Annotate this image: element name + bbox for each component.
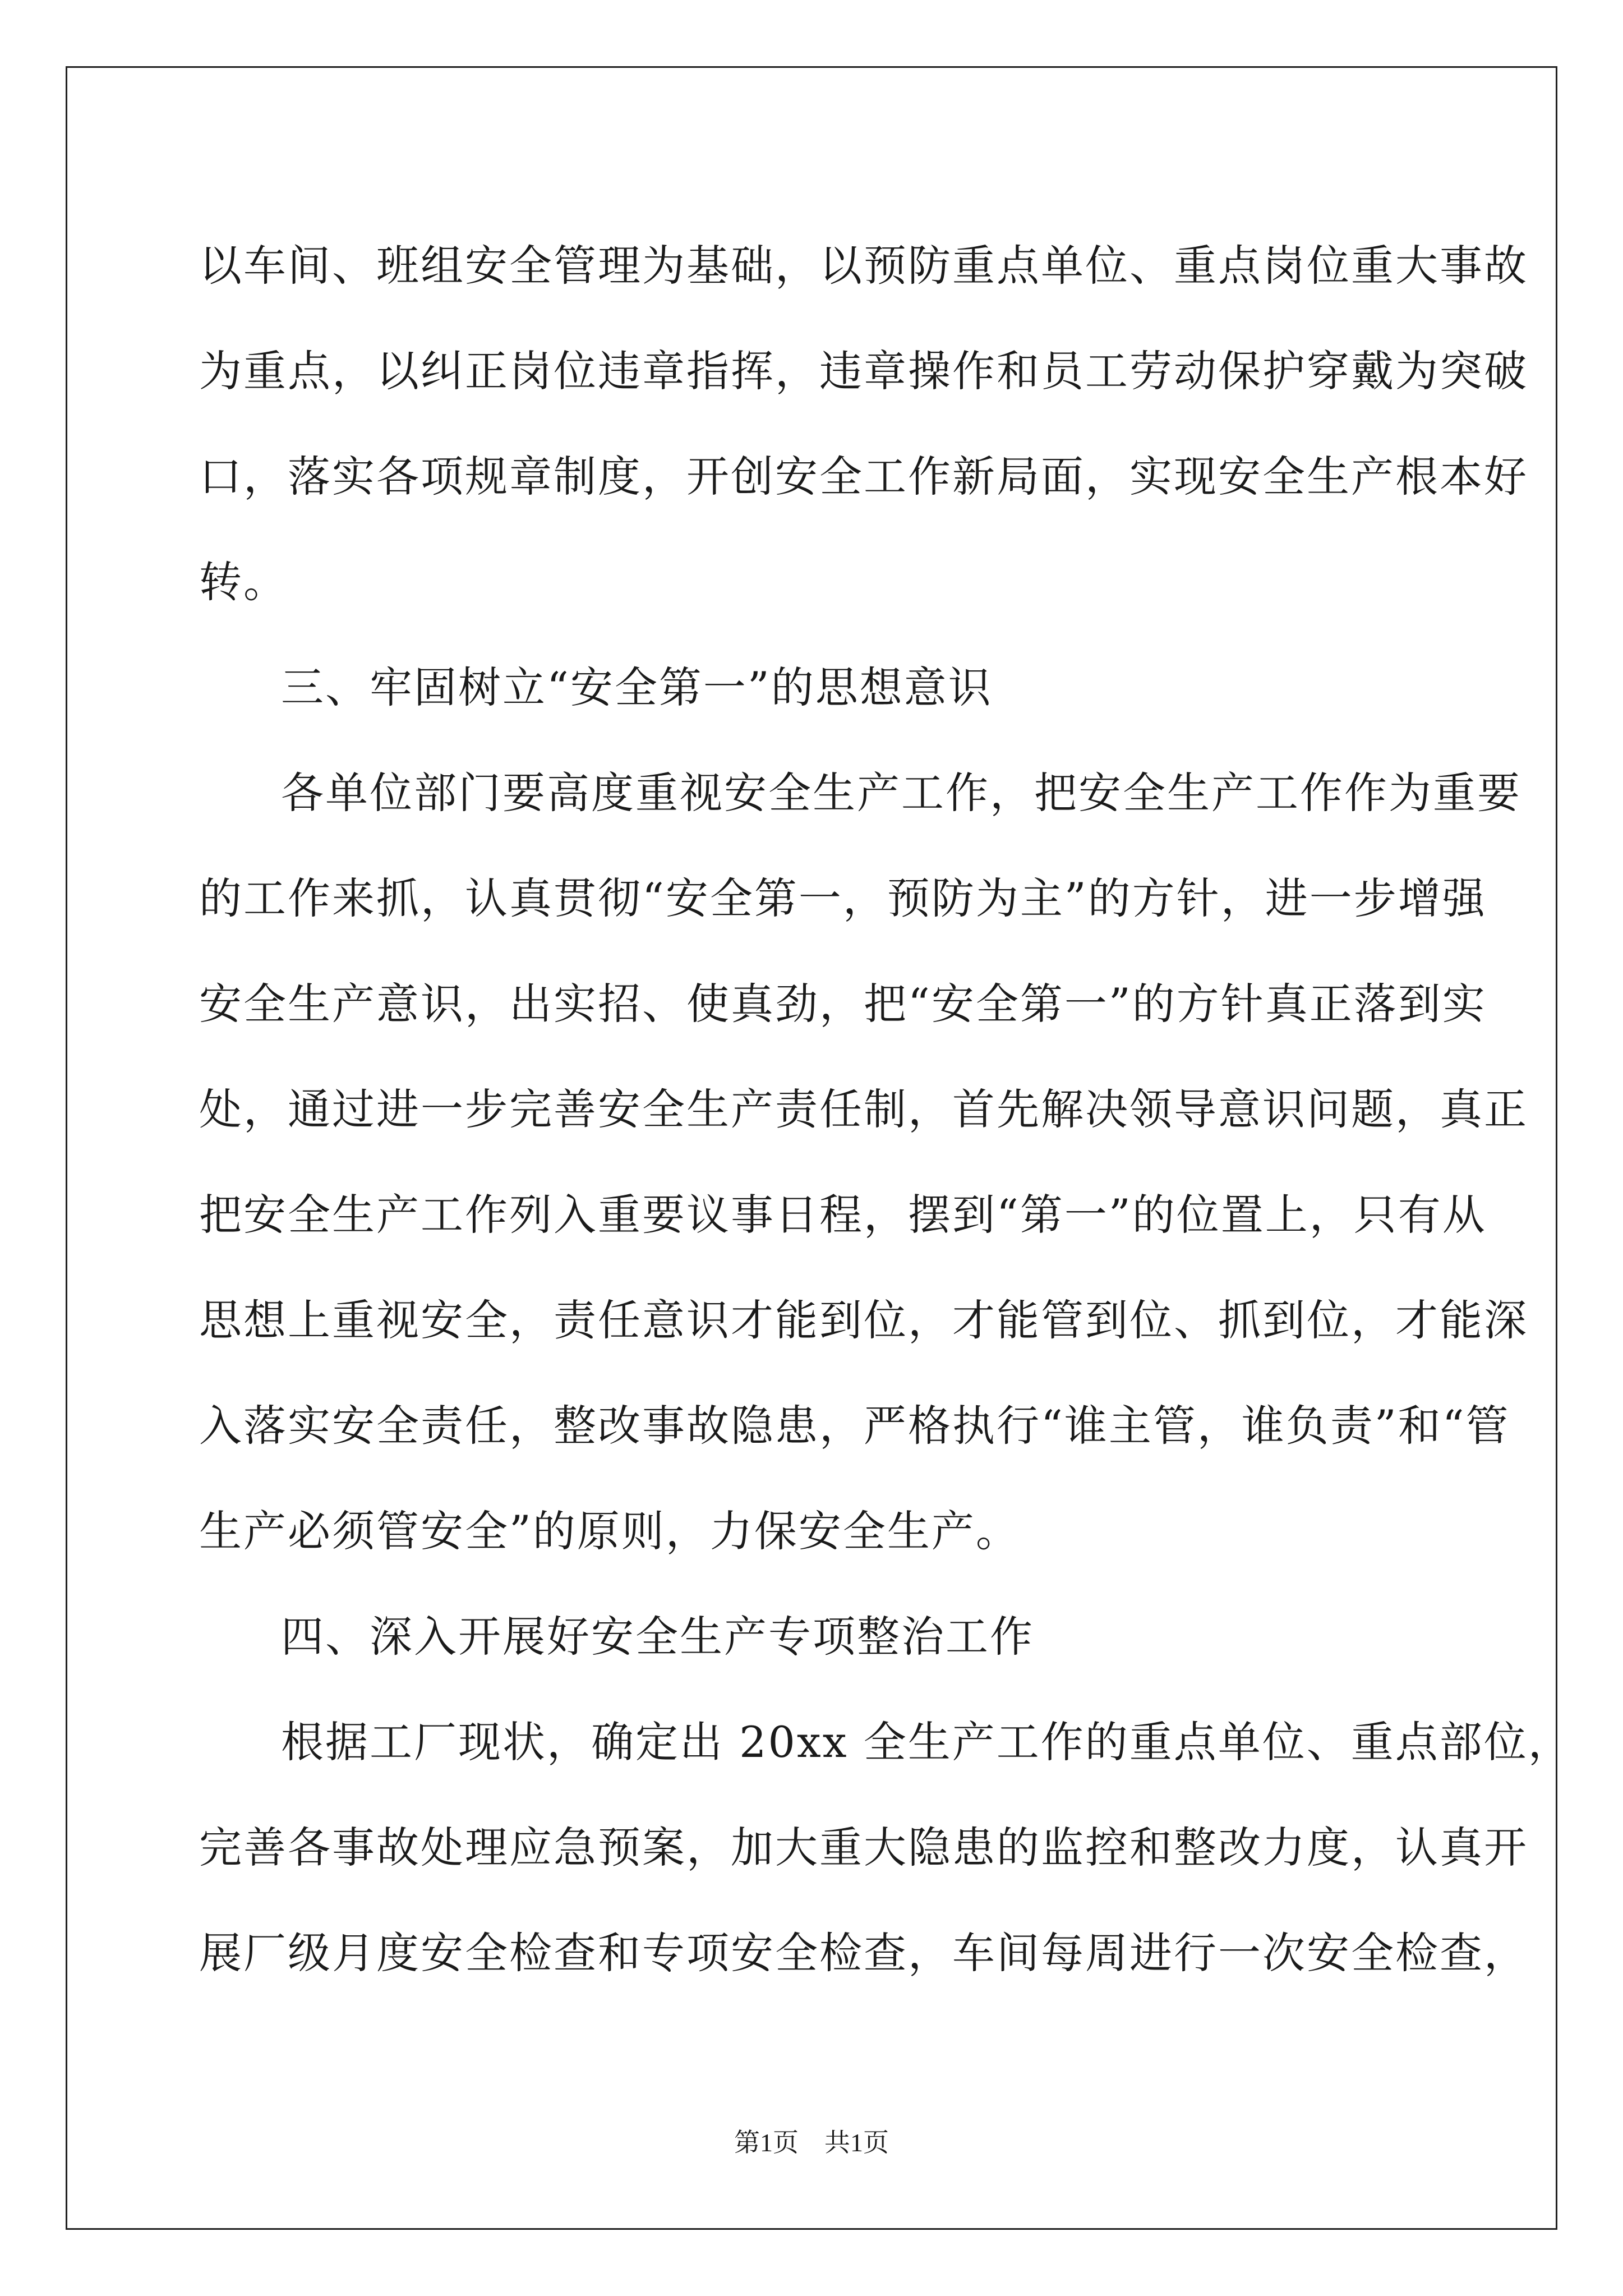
text-line: 把安全生产工作列入重要议事日程，摆到“第一”的位置上，只有从	[199, 1190, 1487, 1240]
text-line: 思想上重视安全，责任意识才能到位，才能管到位、抓到位，才能深	[199, 1295, 1528, 1345]
text-line: 口，落实各项规章制度，开创安全工作新局面，实现安全生产根本好	[199, 452, 1528, 501]
text-line: 的工作来抓，认真贯彻“安全第一，预防为主”的方针，进一步增强	[199, 873, 1487, 923]
text-line: 处，通过进一步完善安全生产责任制，首先解决领导意识问题，真正	[199, 1084, 1528, 1134]
section-heading-3: 三、牢固树立“安全第一”的思想意识	[281, 662, 993, 712]
text-line: 转。	[199, 557, 288, 607]
text-line: 安全生产意识，出实招、使真劲，把“安全第一”的方针真正落到实	[199, 979, 1487, 1029]
text-line: 生产必须管安全”的原则，力保安全生产。	[199, 1506, 1020, 1556]
text-line: 为重点，以纠正岗位违章指挥，违章操作和员工劳动保护穿戴为突破	[199, 346, 1528, 396]
text-line: 入落实安全责任，整改事故隐患，严格执行“谁主管，谁负责”和“管	[199, 1401, 1510, 1451]
text-line: 展厂级月度安全检查和专项安全检查，车间每周进行一次安全检查，	[199, 1928, 1528, 1978]
text-line: 各单位部门要高度重视安全生产工作，把安全生产工作作为重要	[281, 768, 1521, 818]
text-line: 完善各事故处理应急预案，加大重大隐患的监控和整改力度，认真开	[199, 1823, 1528, 1872]
page-number: 第1页	[734, 2128, 799, 2157]
document-body	[199, 213, 1573, 2006]
text-line: 根据工厂现状，确定出 20xx 全生产工作的重点单位、重点部位，	[281, 1717, 1573, 1767]
page-total: 共1页	[824, 2128, 889, 2157]
text-line: 以车间、班组安全管理为基础，以预防重点单位、重点岗位重大事故	[199, 241, 1528, 291]
page-footer	[0, 2126, 1623, 2160]
section-heading-4: 四、深入开展好安全生产专项整治工作	[281, 1612, 1034, 1662]
